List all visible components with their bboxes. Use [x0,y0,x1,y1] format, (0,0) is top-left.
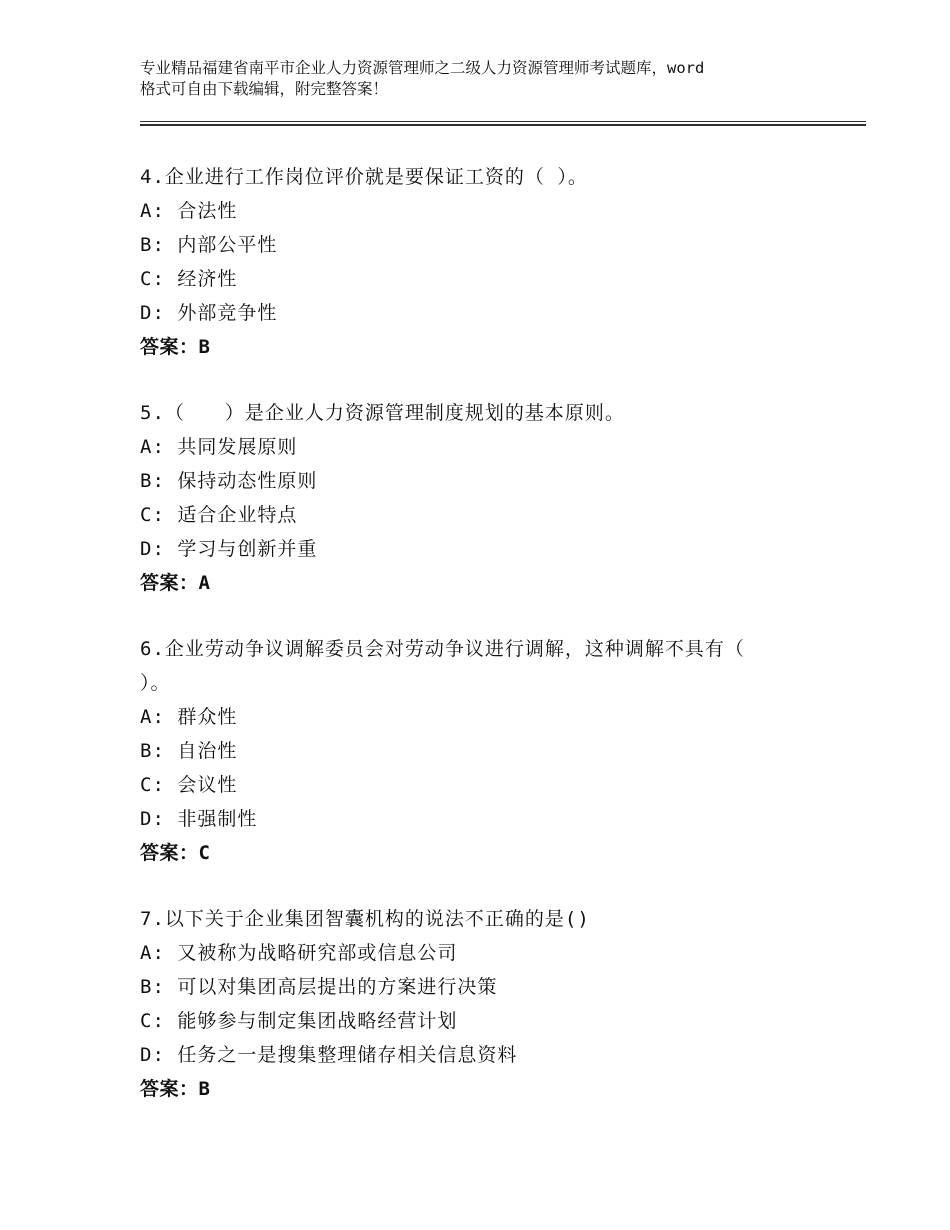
header-line-2: 格式可自由下载编辑，附完整答案！ [140,80,389,98]
answer-label: 答案：A [140,572,211,594]
question-5 [140,396,830,600]
question-stem-continuation: ）。 [140,672,171,694]
question-stem: 5.（ ）是企业人力资源管理制度规划的基本原则。 [140,402,625,424]
option-a: A: 群众性 [140,706,238,728]
header-line-1: 专业精品福建省南平市企业人力资源管理师之二级人力资源管理师考试题库，word [140,59,705,77]
option-c: C: 经济性 [140,268,238,290]
question-list [140,160,830,1138]
option-d: D: 外部竞争性 [140,302,278,324]
option-b: B: 可以对集团高层提出的方案进行决策 [140,976,498,998]
answer-label: 答案：B [140,1078,211,1100]
question-stem: 6.企业劳动争议调解委员会对劳动争议进行调解，这种调解不具有（ [140,638,745,660]
option-d: D: 非强制性 [140,808,258,830]
answer-label: 答案：C [140,842,211,864]
option-c: C: 适合企业特点 [140,504,298,526]
option-d: D: 任务之一是搜集整理储存相关信息资料 [140,1044,518,1066]
option-a: A: 共同发展原则 [140,436,298,458]
option-c: C: 能够参与制定集团战略经营计划 [140,1010,458,1032]
option-b: B: 自治性 [140,740,238,762]
question-7 [140,902,830,1106]
question-4 [140,160,830,364]
answer-label: 答案：B [140,336,211,358]
option-a: A: 又被称为战略研究部或信息公司 [140,942,458,964]
document-header [140,58,830,100]
option-b: B: 保持动态性原则 [140,470,318,492]
question-stem: 4.企业进行工作岗位评价就是要保证工资的（ ）。 [140,166,588,188]
option-c: C: 会议性 [140,774,238,796]
question-stem: 7.以下关于企业集团智囊机构的说法不正确的是() [140,908,590,930]
option-a: A: 合法性 [140,200,238,222]
option-d: D: 学习与创新并重 [140,538,318,560]
question-6 [140,632,830,870]
option-b: B: 内部公平性 [140,234,278,256]
header-divider [140,121,866,126]
